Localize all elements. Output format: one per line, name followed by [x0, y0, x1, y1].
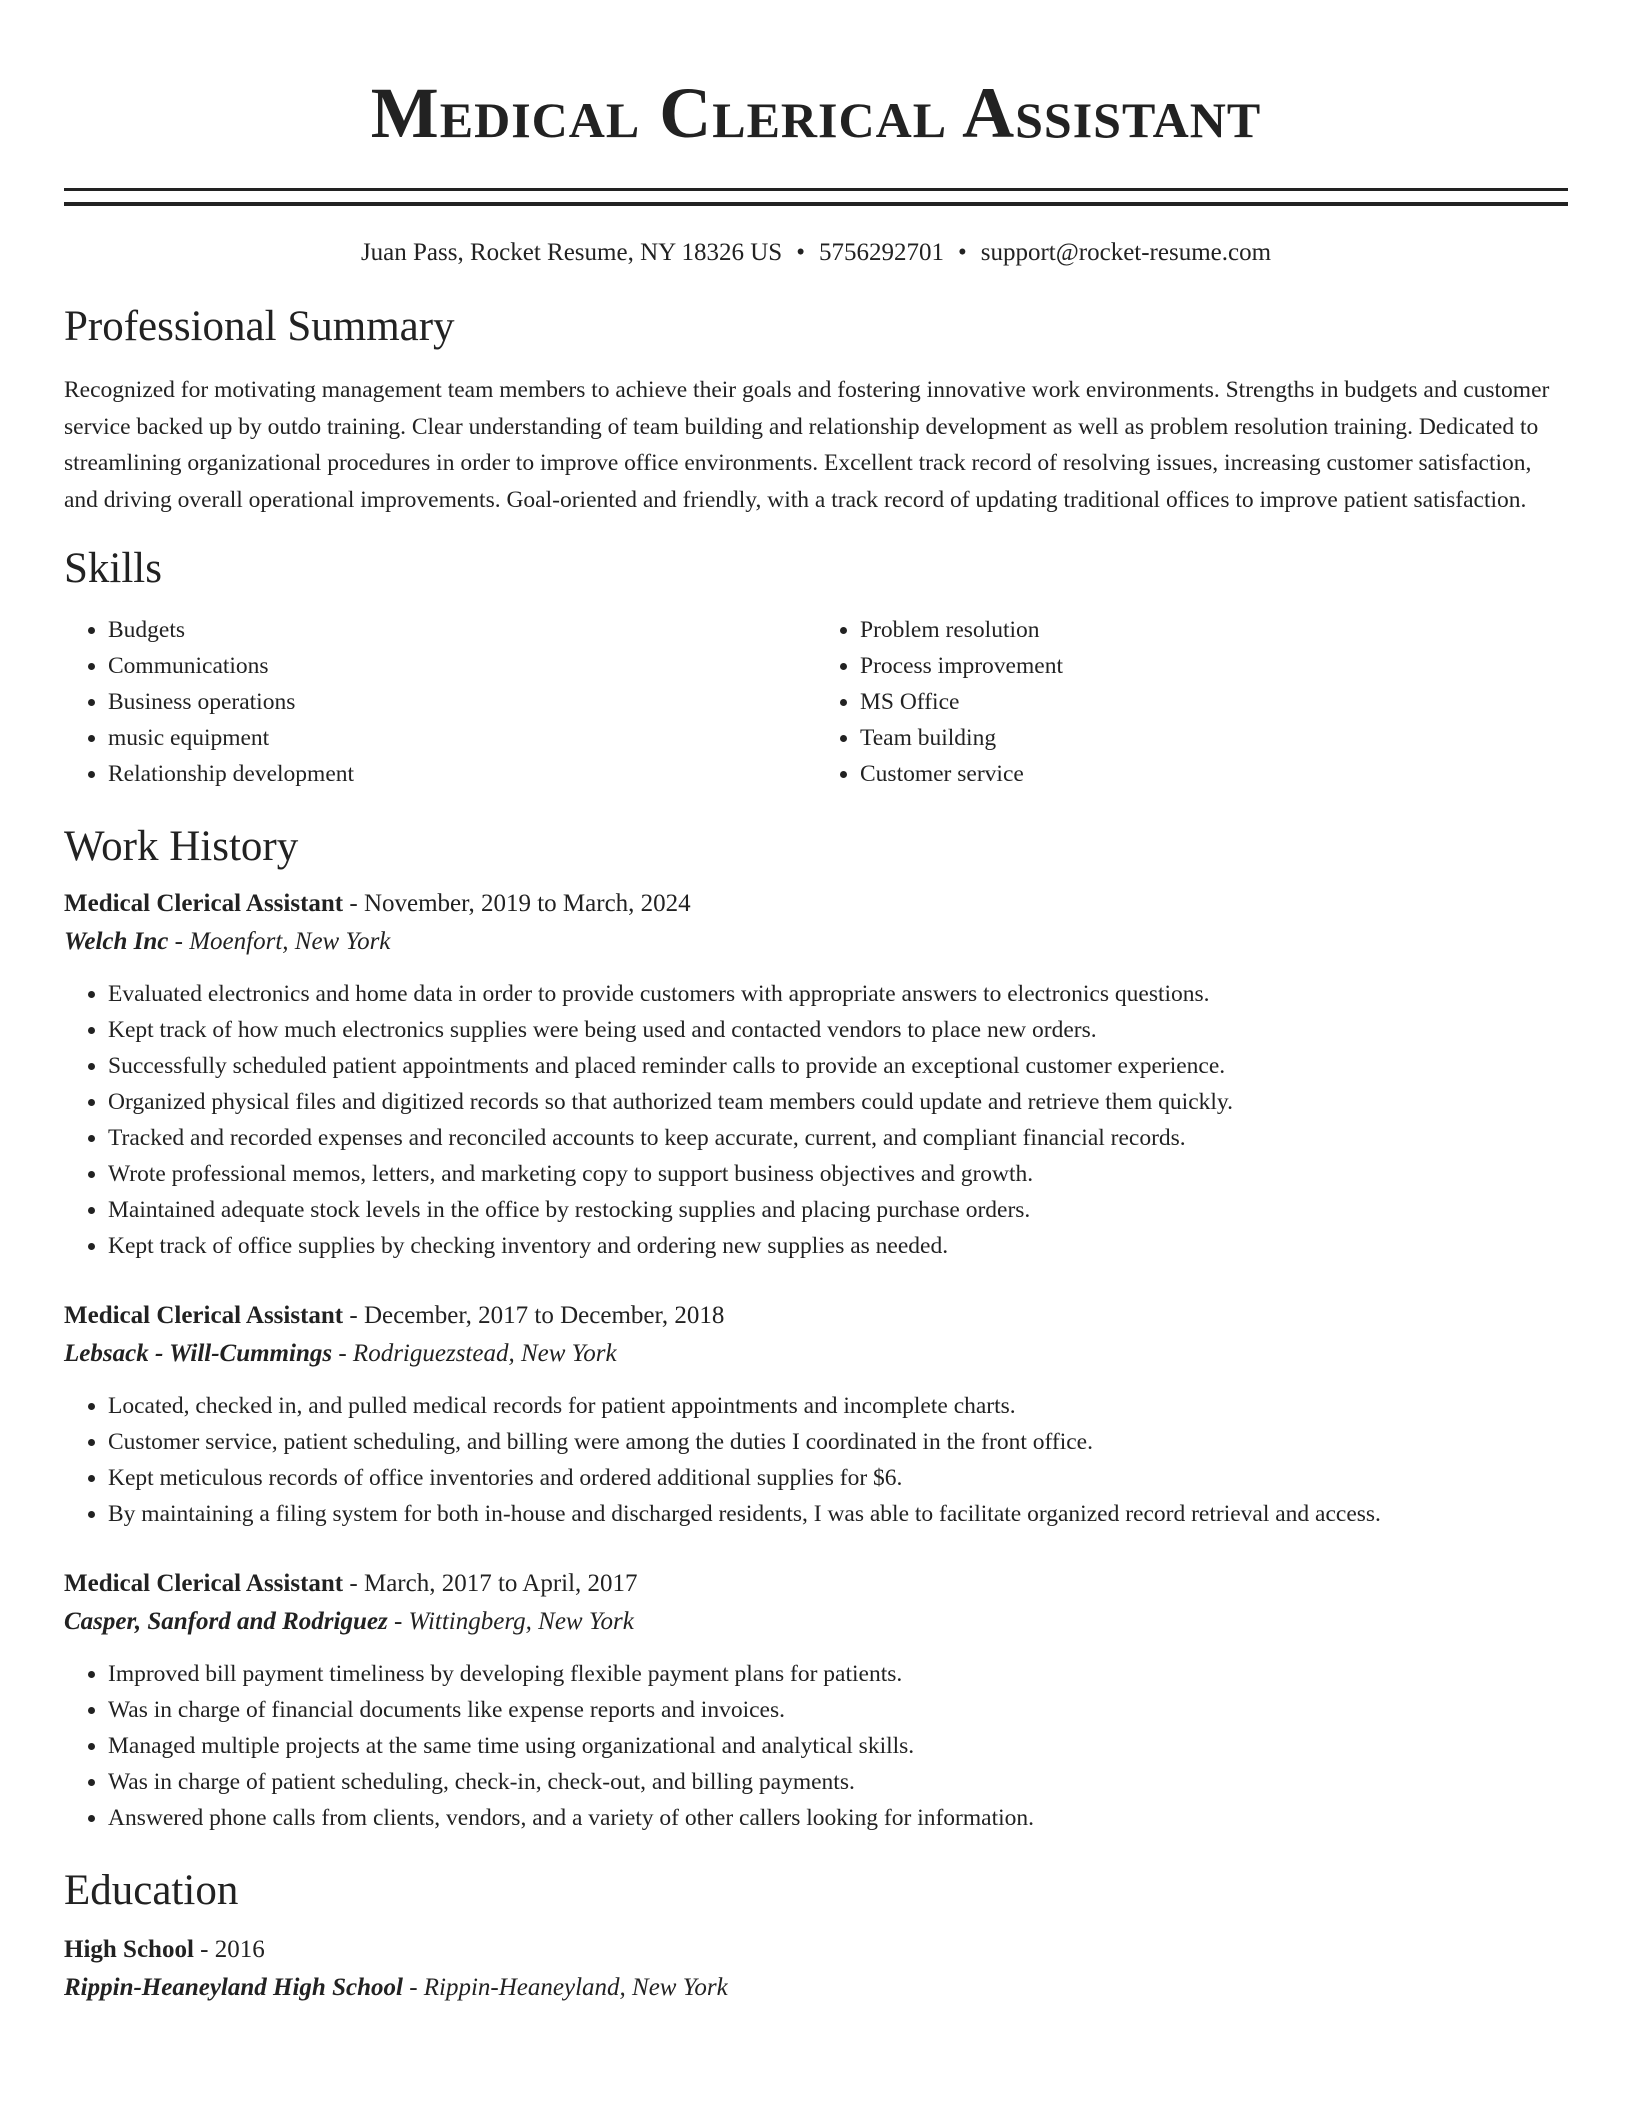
- employer-line: [64, 1334, 1568, 1374]
- skills-list-left: [64, 612, 816, 792]
- employer-line: [64, 1602, 1568, 1642]
- job-entry: [64, 1566, 1568, 1836]
- job-dates: - March, 2017 to April, 2017: [343, 1570, 638, 1597]
- education-heading: Education: [64, 1867, 239, 1914]
- job-duty: • Was in charge of patient scheduling, check-in, check-out, and billing payments.: [108, 1764, 1568, 1800]
- skill-item: • Team building: [860, 720, 1568, 756]
- job-duty: • Organized physical files and digitized records so that authorized team members could update and retrieve them quickly.: [108, 1084, 1568, 1120]
- skill-item: • Budgets: [108, 612, 816, 648]
- job-duty: • Kept track of how much electronics supplies were being used and contacted vendors to place new orders.: [108, 1012, 1568, 1048]
- job-duty: • Kept track of office supplies by checking inventory and ordering new supplies as needed.: [108, 1228, 1568, 1264]
- employer-location: - Wittingberg, New York: [387, 1608, 634, 1635]
- contact-email: support@rocket-resume.com: [980, 239, 1272, 266]
- school-line: [64, 1968, 1568, 2008]
- job-title: Medical Clerical Assistant: [64, 1302, 344, 1329]
- job-duty: • Tracked and recorded expenses and reconciled accounts to keep accurate, current, and compliant financial records.: [108, 1120, 1568, 1156]
- contact-phone: 5756292701: [818, 239, 944, 266]
- employer-name: Casper, Sanford and Rodriguez: [64, 1608, 388, 1635]
- skill-item: • MS Office: [860, 684, 1568, 720]
- job-duties-list: [64, 976, 1568, 1264]
- skills-columns: [64, 612, 1568, 792]
- work-history-heading: Work History: [64, 823, 299, 870]
- employer-location: - Moenfort, New York: [168, 928, 391, 955]
- employer-location: - Rodriguezstead, New York: [332, 1340, 617, 1367]
- skills-list-right: [816, 612, 1568, 792]
- skill-item: • music equipment: [108, 720, 816, 756]
- employer-line: [64, 922, 1568, 962]
- graduation-year: - 2016: [193, 1936, 265, 1963]
- job-entry: [64, 886, 1568, 1264]
- job-title: Medical Clerical Assistant: [64, 890, 344, 917]
- job-duty: • Successfully scheduled patient appointments and placed reminder calls to provide an exceptional customer experience.: [108, 1048, 1568, 1084]
- title-divider: [64, 188, 1568, 206]
- education-entry: [64, 1932, 1568, 2008]
- degree-line: [64, 1932, 1568, 1968]
- job-entry: [64, 1298, 1568, 1532]
- job-duty: • Evaluated electronics and home data in order to provide customers with appropriate answers to electronics questions.: [108, 976, 1568, 1012]
- skill-item: • Business operations: [108, 684, 816, 720]
- degree-name: High School: [64, 1936, 194, 1963]
- job-duty: • Wrote professional memos, letters, and marketing copy to support business objectives and growth.: [108, 1156, 1568, 1192]
- job-duty: • Kept meticulous records of office inventories and ordered additional supplies for $6.: [108, 1460, 1568, 1496]
- job-title: Medical Clerical Assistant: [64, 1570, 344, 1597]
- job-title-line: [64, 886, 1568, 922]
- contact-separator: •: [796, 239, 805, 266]
- skill-item: • Customer service: [860, 756, 1568, 792]
- skill-item: • Process improvement: [860, 648, 1568, 684]
- skill-item: • Communications: [108, 648, 816, 684]
- school-location: - Rippin-Heaneyland, New York: [402, 1974, 728, 2001]
- job-duty: • Located, checked in, and pulled medical records for patient appointments and incomplete charts.: [108, 1388, 1568, 1424]
- job-duty: • Maintained adequate stock levels in the office by restocking supplies and placing purchase orders.: [108, 1192, 1568, 1228]
- contact-separator: •: [957, 239, 967, 266]
- summary-text: Recognized for motivating management team members to achieve their goals and fostering innovative work environments. Strengths in budgets and customer service backed up by outdo training. Clear understanding of team building and relationship development as well as problem resolution training. Dedicated to streamlining organizational procedures in order to improve office environments. Excellent track record of resolving issues, increasing customer satisfaction, and driving overall operational improvements. Goal-oriented and friendly, with a track record of updating traditional offices to improve patient satisfaction.: [64, 377, 1550, 513]
- employer-name: Lebsack - Will-Cummings: [64, 1340, 333, 1367]
- school-name: Rippin-Heaneyland High School: [64, 1974, 403, 2001]
- resume-title: Medical Clerical Assistant: [370, 73, 1262, 153]
- job-duty: • Managed multiple projects at the same time using organizational and analytical skills.: [108, 1728, 1568, 1764]
- job-title-line: [64, 1566, 1568, 1602]
- contact-line: [64, 238, 1568, 268]
- skill-item: • Problem resolution: [860, 612, 1568, 648]
- job-duty: • Improved bill payment timeliness by developing flexible payment plans for patients.: [108, 1656, 1568, 1692]
- contact-address: Juan Pass, Rocket Resume, NY 18326 US: [360, 239, 783, 266]
- job-duties-list: [64, 1388, 1568, 1532]
- job-duty: • Customer service, patient scheduling, and billing were among the duties I coordinated in the front office.: [108, 1424, 1568, 1460]
- job-duty: • By maintaining a filing system for both in-house and discharged residents, I was able to facilitate organized record retrieval and access.: [108, 1496, 1568, 1532]
- job-dates: - November, 2019 to March, 2024: [343, 890, 691, 917]
- summary-heading: Professional Summary: [64, 303, 455, 350]
- job-dates: - December, 2017 to December, 2018: [343, 1302, 725, 1329]
- job-duties-list: [64, 1656, 1568, 1836]
- job-duty: • Answered phone calls from clients, vendors, and a variety of other callers looking for information.: [108, 1800, 1568, 1836]
- employer-name: Welch Inc: [64, 928, 169, 955]
- job-duty: • Was in charge of financial documents like expense reports and invoices.: [108, 1692, 1568, 1728]
- job-title-line: [64, 1298, 1568, 1334]
- skills-heading: Skills: [64, 545, 162, 592]
- skill-item: • Relationship development: [108, 756, 816, 792]
